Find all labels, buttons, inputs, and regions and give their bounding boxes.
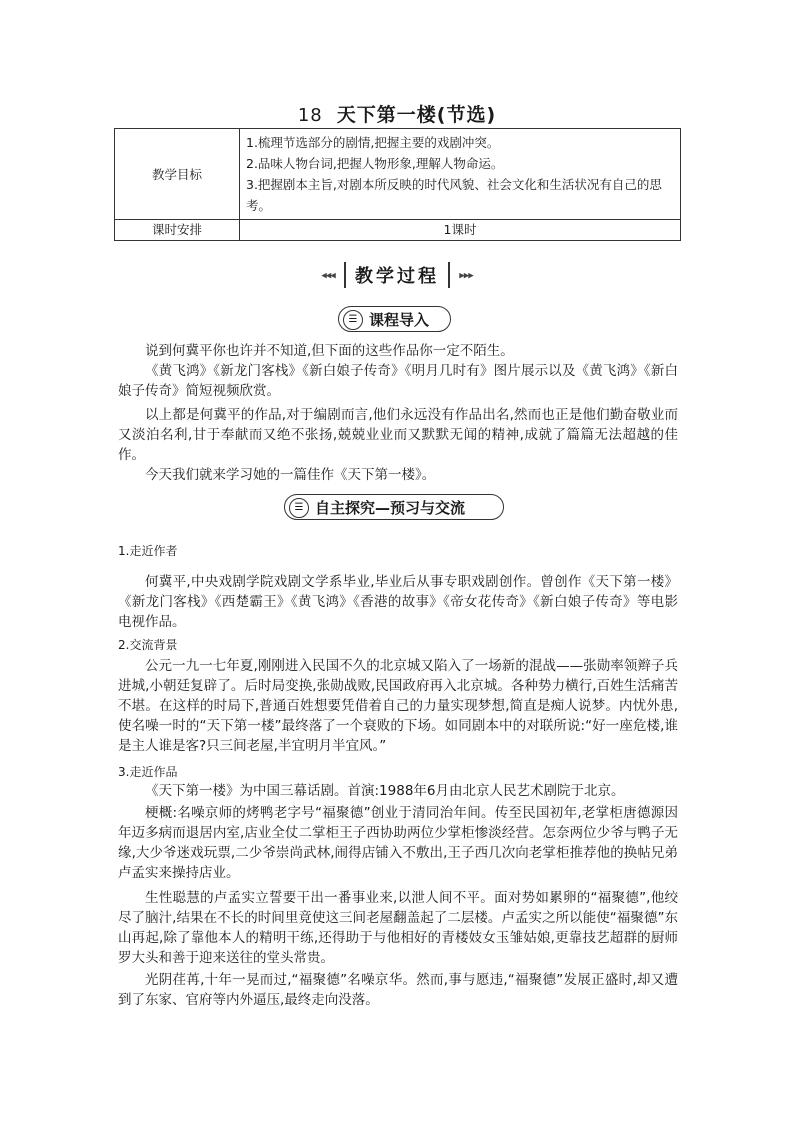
banner-left-arrows: ◂◂◂ xyxy=(321,268,335,282)
banner-divider xyxy=(448,262,450,288)
section-title: 自主探究—预习与交流 xyxy=(315,499,466,517)
work-paragraph: 光阴荏苒,十年一晃而过,“福聚德”名噪京华。然而,事与愿违,“福聚德”发展正盛时,却又遭到了东家、官府等内外逼压,最终走向没落。 xyxy=(118,972,678,1008)
goal-item: 1.梳理节选部分的剧情,把握主要的戏剧冲突。 xyxy=(246,135,500,150)
section-heading-preview xyxy=(284,494,504,520)
intro-paragraph: 今天我们就来学习她的一篇佳作《天下第一楼》。 xyxy=(145,467,436,483)
book-icon: ☰ xyxy=(289,498,309,518)
book-icon: ☰ xyxy=(343,310,363,330)
intro-paragraph: 说到何冀平你也许并不知道,但下面的这些作品你一定不陌生。 xyxy=(145,343,514,359)
subheading-author: 1.走近作者 xyxy=(118,544,178,558)
lesson-title xyxy=(0,100,794,127)
goal-label: 教学目标 xyxy=(115,129,240,220)
intro-paragraph: 《黄飞鸿》《新龙门客栈》《新白娘子传奇》《明月几时有》图片展示以及《黄飞鸿》《新白娘子传奇》简短视频欣赏。 xyxy=(118,363,678,399)
intro-paragraph: 以上都是何冀平的作品,对于编剧而言,他们永远没有作品出名,然而也正是他们勤奋敬业而又淡泊名利,甘于奉献而又绝不张扬,兢兢业业而又默默无闻的精神,成就了篇篇无法超越的佳作。 xyxy=(118,407,678,463)
schedule-label: 课时安排 xyxy=(115,220,240,241)
subheading-work: 3.走近作品 xyxy=(118,765,178,779)
goals-cell xyxy=(240,129,681,220)
process-banner xyxy=(0,262,794,288)
lesson-title-text: 天下第一楼(节选) xyxy=(336,104,497,126)
lesson-number: 18 xyxy=(297,105,323,126)
goal-item: 2.品味人物台词,把握人物形象,理解人物命运。 xyxy=(246,156,504,171)
background-paragraph: 公元一九一七年夏,刚刚进入民国不久的北京城又陷入了一场新的混战——张勋率领辫子兵进城,小朝廷复辟了。后时局变换,张勋战败,民国政府再入北京城。各种势力横行,百姓生活痛苦不堪。在这样的时局下,普通百姓想要凭借着自己的力量实现梦想,简直是痴人说梦。内忧外患,使名噪一时的“天下第一楼”最终落了一个衰败的下场。如同剧本中的对联所说:“好一座危楼,谁是主人谁是客?只三间老屋,半宜明月半宜风。” xyxy=(118,658,678,754)
author-paragraph: 何冀平,中央戏剧学院戏剧文学系毕业,毕业后从事专职戏剧创作。曾创作《天下第一楼》《新龙门客栈》《西楚霸王》《黄飞鸿》《香港的故事》《帝女花传奇》《新白娘子传奇》等电影电视作品。 xyxy=(118,574,678,630)
banner-right-arrows: ▸▸▸ xyxy=(459,268,473,282)
section-heading-intro xyxy=(338,306,451,332)
work-paragraph: 《天下第一楼》为中国三幕话剧。首演:1988年6月由北京人民艺术剧院于北京。 xyxy=(145,783,625,799)
section-title: 课程导入 xyxy=(369,311,430,329)
banner-text: 教学过程 xyxy=(355,266,439,287)
subheading-background: 2.交流背景 xyxy=(118,638,178,652)
lesson-info-table xyxy=(114,128,681,241)
goal-item: 3.把握剧本主旨,对剧本所反映的时代风貌、社会文化和生活状况有自己的思考。 xyxy=(246,177,662,213)
goals-row xyxy=(115,129,681,220)
banner-divider xyxy=(344,262,346,288)
schedule-row xyxy=(115,220,681,241)
schedule-value: 1课时 xyxy=(240,220,681,241)
work-paragraph: 生性聪慧的卢孟实立誓要干出一番事业来,以泄人间不平。面对势如累卵的“福聚德”,他绞尽了脑汁,结果在不长的时间里竟使这三间老屋翻盖起了二层楼。卢孟实之所以能使“福聚德”东山再起,除了靠他本人的精明干练,还得助于与他相好的青楼妓女玉雏姑娘,更靠技艺超群的厨师罗大头和善于迎来送往的堂头常贵。 xyxy=(118,890,678,966)
work-paragraph: 梗概:名噪京师的烤鸭老字号“福聚德”创业于清同治年间。传至民国初年,老掌柜唐德源因年迈多病而退居内室,店业全仗二掌柜王子西协助两位少掌柜惨淡经营。怎奈两位少爷与鸭子无缘,大少爷迷戏玩票,二少爷崇尚武林,闹得店铺入不敷出,王子西几次向老掌柜推荐他的换帖兄弟卢孟实来操持店业。 xyxy=(118,805,678,881)
